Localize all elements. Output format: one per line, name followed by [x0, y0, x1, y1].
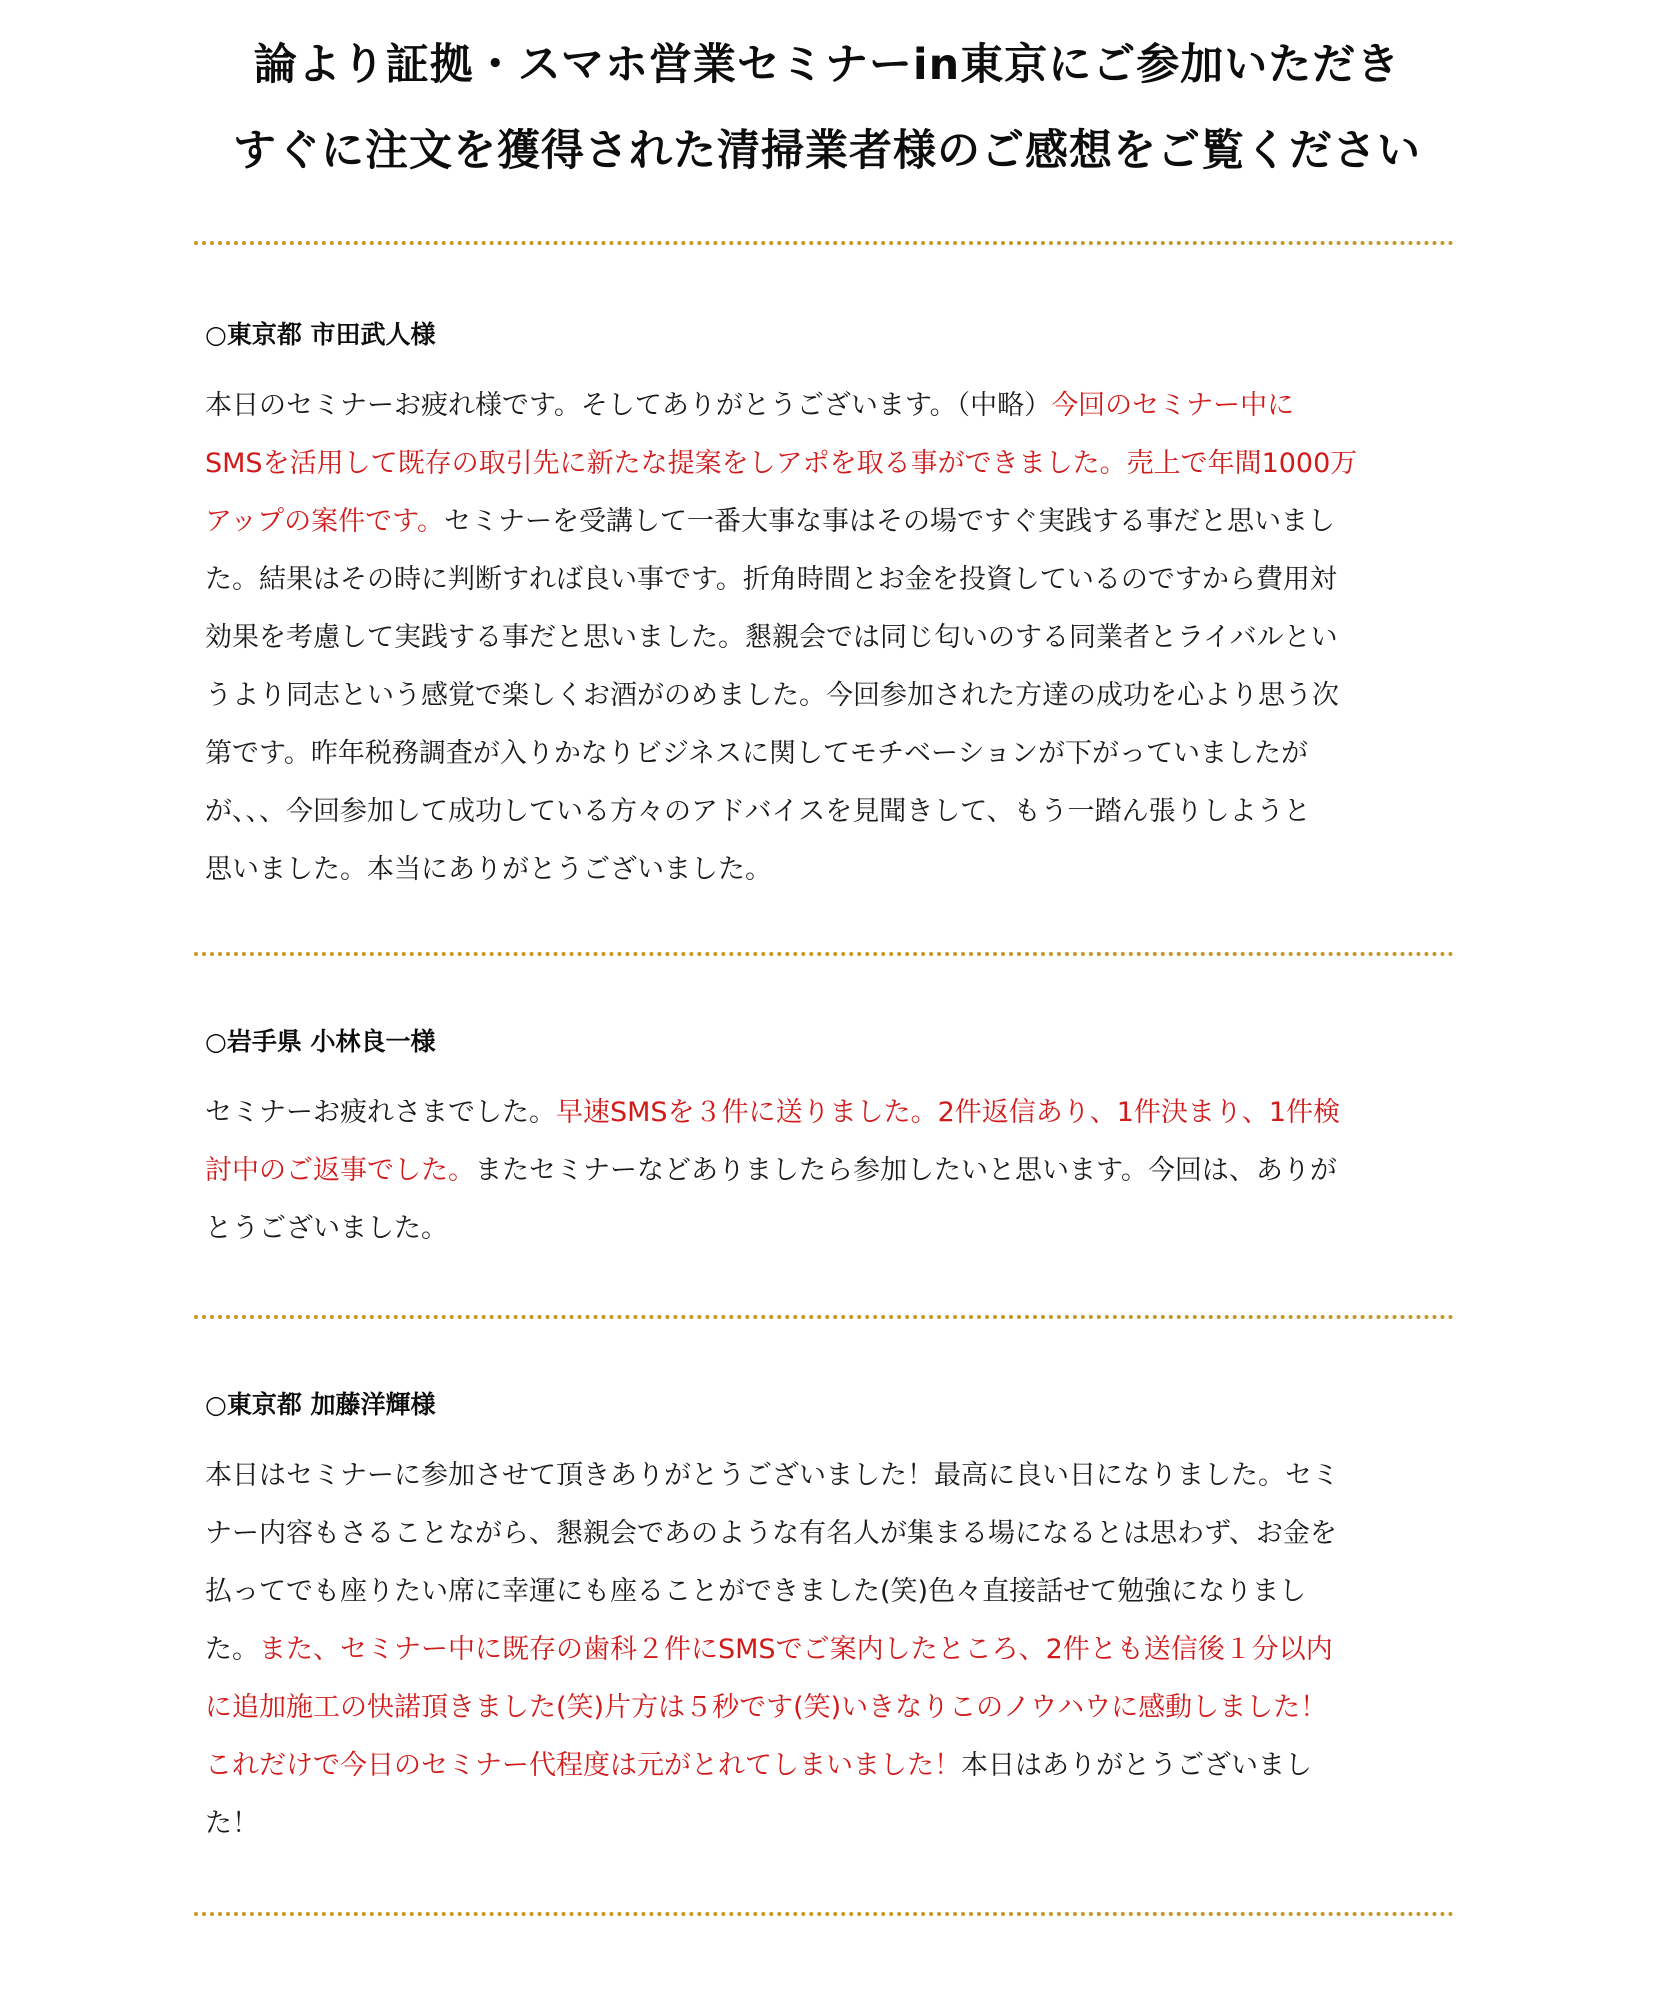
- testimonial-line: [205, 1795, 1450, 1853]
- dotted-divider: [194, 1912, 1454, 1916]
- testimonial-line: [205, 377, 1450, 435]
- testimonial-name: ○東京都 市田武人様: [205, 320, 436, 349]
- testimonial-line: [205, 725, 1450, 783]
- testimonial-line: [205, 609, 1450, 667]
- testimonial-line: [205, 1142, 1450, 1200]
- testimonial-body: [205, 1084, 1450, 1258]
- testimonial-line: [205, 1563, 1450, 1621]
- testimonial-line: [205, 1447, 1450, 1505]
- body-text: 第です。昨年税務調査が入りかなりビジネスに関してモチベーションが下がっていましたが: [205, 738, 1308, 769]
- highlight-text: アップの案件です。: [205, 506, 444, 537]
- body-text: 本日はセミナーに参加させて頂きありがとうございました！最高に良い日になりました。セミ: [205, 1460, 1339, 1491]
- body-text: 本日のセミナーお疲れ様です。そしてありがとうございます。（中略）: [205, 390, 1052, 421]
- testimonial-ichida: [205, 317, 1450, 899]
- body-text: が、、、今回参加して成功している方々のアドバイスを見聞きして、もう一踏ん張りしようと: [205, 796, 1311, 827]
- body-text: た。結果はその時に判断すれば良い事です。折角時間とお金を投資しているのですから費用対: [205, 564, 1337, 595]
- testimonial-line: [205, 551, 1450, 609]
- testimonial-line: [205, 841, 1450, 899]
- body-text: 本日はありがとうございまし: [961, 1750, 1312, 1781]
- body-text: 効果を考慮して実践する事だと思いました。懇親会では同じ匂いのする同業者とライバルとい: [205, 622, 1338, 653]
- testimonial-line: [205, 1200, 1450, 1258]
- dotted-divider: [194, 952, 1454, 956]
- headline-line-2: すぐに注文を獲得された清掃業者様のご感想をご覧ください: [233, 126, 1421, 176]
- headline-line-1: 論より証拠・スマホ営業セミナーin東京にご参加いただき: [253, 40, 1401, 90]
- highlight-text: 今回のセミナー中に: [1051, 390, 1295, 421]
- testimonial-line: [205, 493, 1450, 551]
- body-text: またセミナーなどありましたら参加したいと思います。今回は、ありが: [475, 1155, 1337, 1186]
- dotted-divider: [194, 241, 1454, 245]
- body-text: 払ってでも座りたい席に幸運にも座ることができました(笑)色々直接話せて勉強になりまし: [205, 1576, 1307, 1607]
- highlight-text: 早速SMSを３件に送りました。2件返信あり、1件決まり、1件検: [556, 1097, 1341, 1128]
- body-text: た！: [205, 1808, 259, 1839]
- body-text: た。: [205, 1634, 259, 1665]
- testimonial-line: [205, 783, 1450, 841]
- testimonial-body: [205, 377, 1450, 899]
- testimonial-kobayashi: [205, 1024, 1450, 1258]
- testimonial-body: [205, 1447, 1450, 1853]
- body-text: セミナーお疲れさまでした。: [205, 1097, 556, 1128]
- testimonial-line: [205, 435, 1450, 493]
- testimonial-line: [205, 1737, 1450, 1795]
- dotted-divider: [194, 1315, 1454, 1319]
- highlight-text: に追加施工の快諾頂きました(笑)片方は５秒です(笑)いきなりこのノウハウに感動しました！: [205, 1692, 1328, 1723]
- page-headline: [0, 22, 1654, 194]
- testimonial-line: [205, 1505, 1450, 1563]
- body-text: 思いました。本当にありがとうございました。: [205, 854, 772, 885]
- body-text: セミナーを受講して一番大事な事はその場ですぐ実践する事だと思いまし: [443, 506, 1335, 537]
- testimonial-line: [205, 1621, 1450, 1679]
- body-text: うより同志という感覚で楽しくお酒がのめました。今回参加された方達の成功を心より思う次: [205, 680, 1339, 711]
- highlight-text: SMSを活用して既存の取引先に新たな提案をしアポを取る事ができました。売上で年間1000万: [205, 448, 1358, 479]
- testimonial-name: ○岩手県 小林良一様: [205, 1027, 436, 1056]
- testimonial-line: [205, 667, 1450, 725]
- testimonial-line: [205, 1679, 1450, 1737]
- testimonial-name: ○東京都 加藤洋輝様: [205, 1390, 436, 1419]
- body-text: とうございました。: [205, 1213, 448, 1244]
- highlight-text: これだけで今日のセミナー代程度は元がとれてしまいました！: [205, 1750, 961, 1781]
- testimonial-line: [205, 1084, 1450, 1142]
- testimonial-kato: [205, 1387, 1450, 1853]
- body-text: ナー内容もさることながら、懇親会であのような有名人が集まる場になるとは思わず、お金を: [205, 1518, 1337, 1549]
- highlight-text: 討中のご返事でした。: [205, 1155, 475, 1186]
- highlight-text: また、セミナー中に既存の歯科２件にSMSでご案内したところ、2件とも送信後１分以内: [259, 1634, 1333, 1665]
